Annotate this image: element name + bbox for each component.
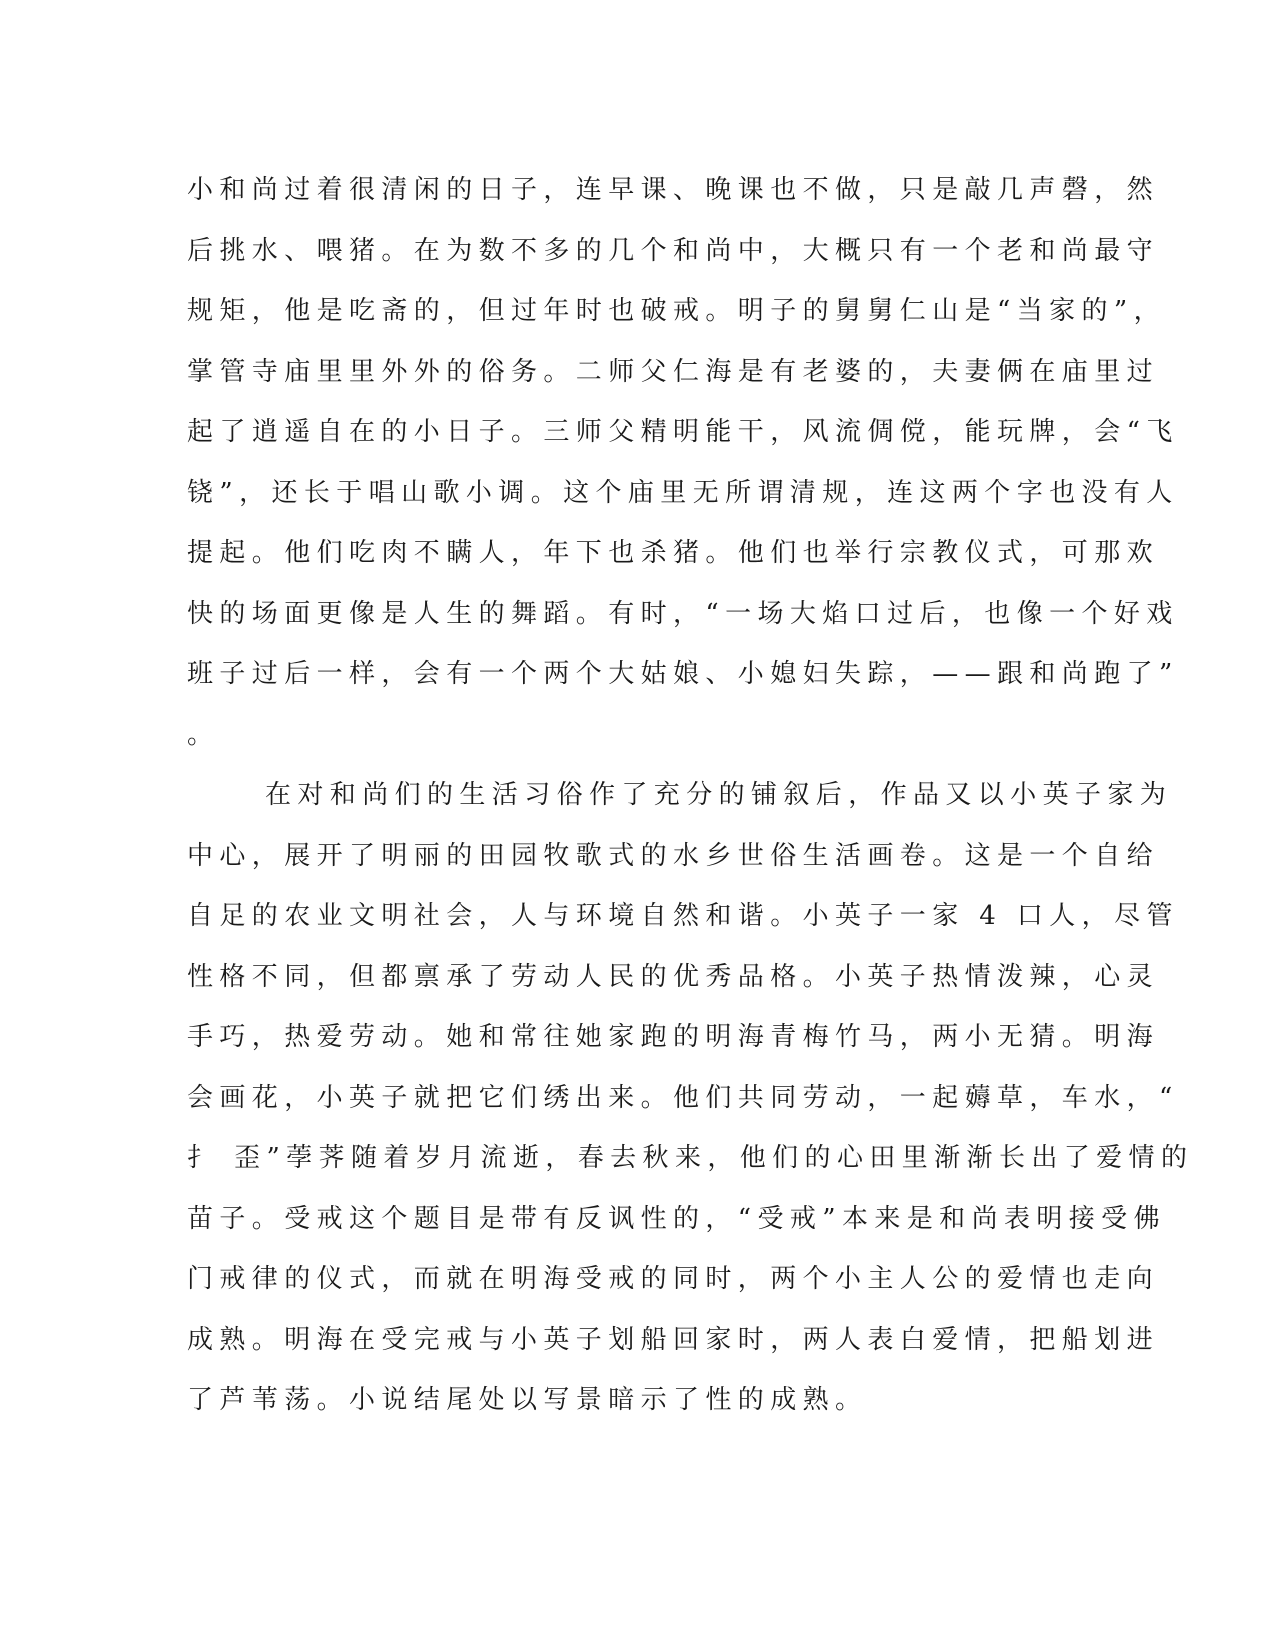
text-line: 后挑水、喂猪。在为数不多的几个和尚中，大概只有一个老和尚最守 <box>187 235 1160 266</box>
text-line: 性格不同，但都禀承了劳动人民的优秀品格。小英子热情泼辣，心灵 <box>187 961 1160 992</box>
body-text <box>187 160 1194 1431</box>
text-line: 。 <box>187 719 220 750</box>
text-line: 在对和尚们的生活习俗作了充分的铺叙后，作品又以小英子家为 <box>265 780 1173 810</box>
text-line: 成熟。明海在受完戒与小英子划船回家时，两人表白爱情，把船划进 <box>187 1324 1160 1355</box>
text-line: 提起。他们吃肉不瞒人，年下也杀猪。他们也举行宗教仪式，可那欢 <box>187 538 1160 568</box>
text-line: 自足的农业文明社会，人与环境自然和谐。小英子一家 4 口人，尽管 <box>187 901 1179 931</box>
text-line: 中心，展开了明丽的田园牧歌式的水乡世俗生活画卷。这是一个自给 <box>187 840 1160 871</box>
paragraph-1 <box>187 160 1179 765</box>
text-line: 会画花，小英子就把它们绣出来。他们共同劳动，一起薅草，车水，“ <box>187 1082 1179 1113</box>
text-line: 掌管寺庙里里外外的俗务。二师父仁海是有老婆的，夫妻俩在庙里过 <box>187 356 1160 387</box>
text-line: 快的场面更像是人生的舞蹈。有时，“一场大焰口过后，也像一个好戏 <box>187 598 1179 629</box>
text-line: 规矩，他是吃斋的，但过年时也破戒。明子的舅舅仁山是“当家的”， <box>187 296 1166 326</box>
text-line: 苗子。受戒这个题目是带有反讽性的，“受戒”本来是和尚表明接受佛 <box>187 1203 1166 1234</box>
text-line: 扌 歪”荸荠随着岁月流逝，春去秋来，他们的心田里渐渐长出了爱情的 <box>187 1143 1194 1173</box>
text-line: 班子过后一样，会有一个两个大姑娘、小媳妇失踪，——跟和尚跑了” <box>187 659 1179 689</box>
text-line: 手巧，热爱劳动。她和常往她家跑的明海青梅竹马，两小无猜。明海 <box>187 1022 1160 1052</box>
text-line: 小和尚过着很清闲的日子，连早课、晚课也不做，只是敲几声磬，然 <box>187 175 1160 205</box>
paragraph-2 <box>187 765 1194 1431</box>
text-line: 门戒律的仪式，而就在明海受戒的同时，两个小主人公的爱情也走向 <box>187 1264 1160 1294</box>
text-line: 铙”，还长于唱山歌小调。这个庙里无所谓清规，连这两个字也没有人 <box>187 477 1179 508</box>
text-line: 起了逍遥自在的小日子。三师父精明能干，风流倜傥，能玩牌，会“飞 <box>187 417 1179 447</box>
text-line: 了芦苇荡。小说结尾处以写景暗示了性的成熟。 <box>187 1385 868 1415</box>
